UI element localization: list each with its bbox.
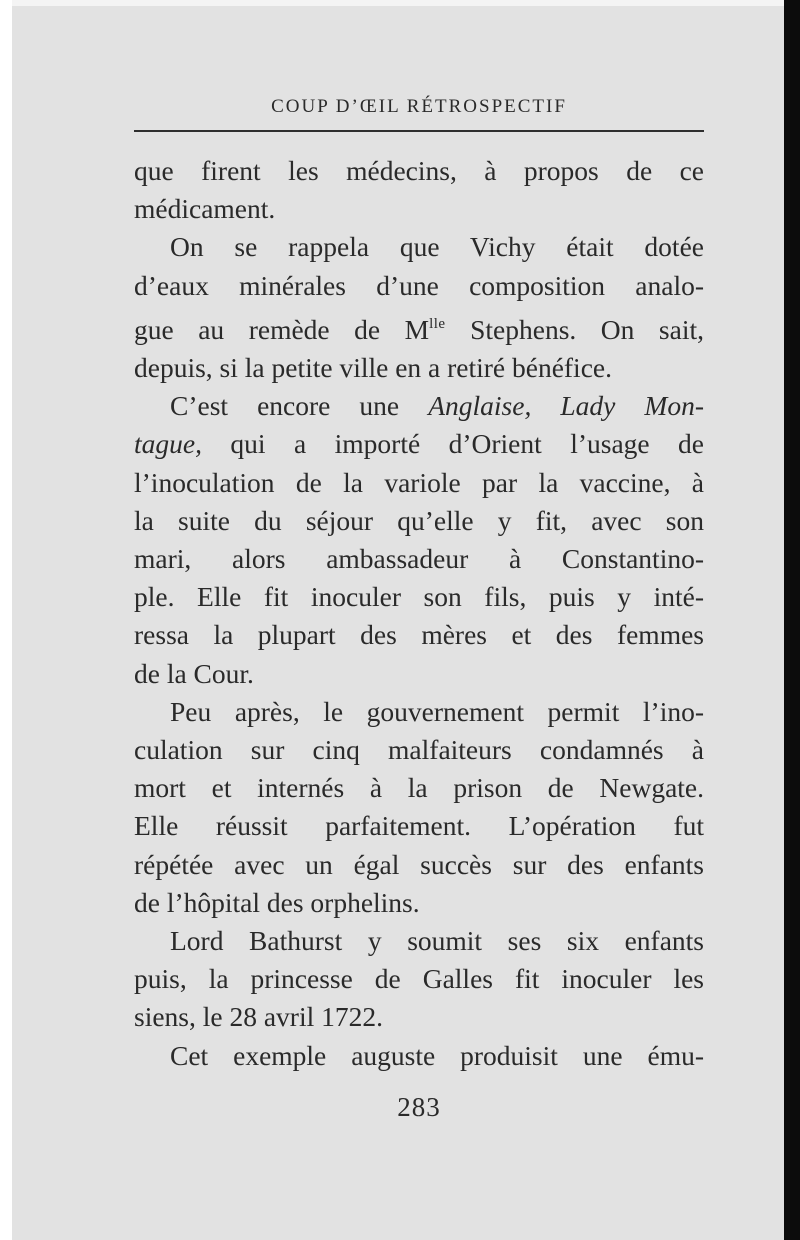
- text-line: d’eaux minérales d’une composition analo-: [134, 269, 704, 301]
- text-line: [134, 305, 704, 349]
- page-number: 283: [397, 1092, 441, 1122]
- text-fragment: Stephens. On sait,: [445, 313, 704, 345]
- text-line: médicament.: [134, 193, 276, 225]
- text-line: Cet exemple auguste produisit une ému-: [170, 1039, 704, 1071]
- text-line: la suite du séjour qu’elle y fit, avec son: [134, 504, 704, 536]
- text-line: [134, 387, 704, 425]
- text-fragment: gue au remède de M: [134, 313, 430, 345]
- italic-text: tague,: [134, 428, 202, 460]
- text-line: culation sur cinq malfaiteurs condamnés à: [134, 734, 704, 766]
- text-fragment: C’est encore une: [170, 390, 429, 422]
- header-rule: [134, 130, 704, 132]
- text-line: [134, 425, 704, 463]
- body-text: [134, 152, 704, 1075]
- scan-right-edge: [784, 0, 800, 1240]
- running-head: COUP D’ŒIL RÉTROSPECTIF: [271, 96, 567, 117]
- text-line: ple. Elle fit inoculer son fils, puis y inté-: [134, 581, 704, 613]
- page-top-edge: [0, 0, 800, 6]
- text-line: Elle réussit parfaitement. L’opération fut: [134, 810, 704, 842]
- text-line: que firent les médecins, à propos de ce: [134, 155, 704, 186]
- text-line: mort et internés à la prison de Newgate.: [134, 772, 704, 804]
- text-line: de la Cour.: [134, 657, 254, 689]
- text-line: ressa la plupart des mères et des femmes: [134, 619, 704, 651]
- text-line: de l’hôpital des orphelins.: [134, 886, 420, 918]
- superscript-abbreviation: lle: [429, 315, 446, 332]
- text-line: mari, alors ambassadeur à Constantino-: [134, 543, 704, 575]
- text-line: Peu après, le gouvernement permit l’ino-: [170, 695, 704, 727]
- text-line: répétée avec un égal succès sur des enfants: [134, 848, 704, 880]
- text-line: depuis, si la petite ville en a retiré bénéfice.: [134, 352, 612, 384]
- text-line: On se rappela que Vichy était dotée: [170, 231, 704, 263]
- text-line: l’inoculation de la variole par la vaccine, à: [134, 466, 704, 498]
- text-line: Lord Bathurst y soumit ses six enfants: [170, 925, 704, 957]
- text-fragment: qui a importé d’Orient l’usage de: [201, 428, 704, 460]
- page-left-margin: [0, 0, 12, 1240]
- italic-text: Anglaise, Lady Mon-: [428, 390, 704, 422]
- text-line: puis, la princesse de Galles fit inoculer les: [134, 963, 704, 995]
- text-line: siens, le 28 avril 1722.: [134, 1001, 383, 1033]
